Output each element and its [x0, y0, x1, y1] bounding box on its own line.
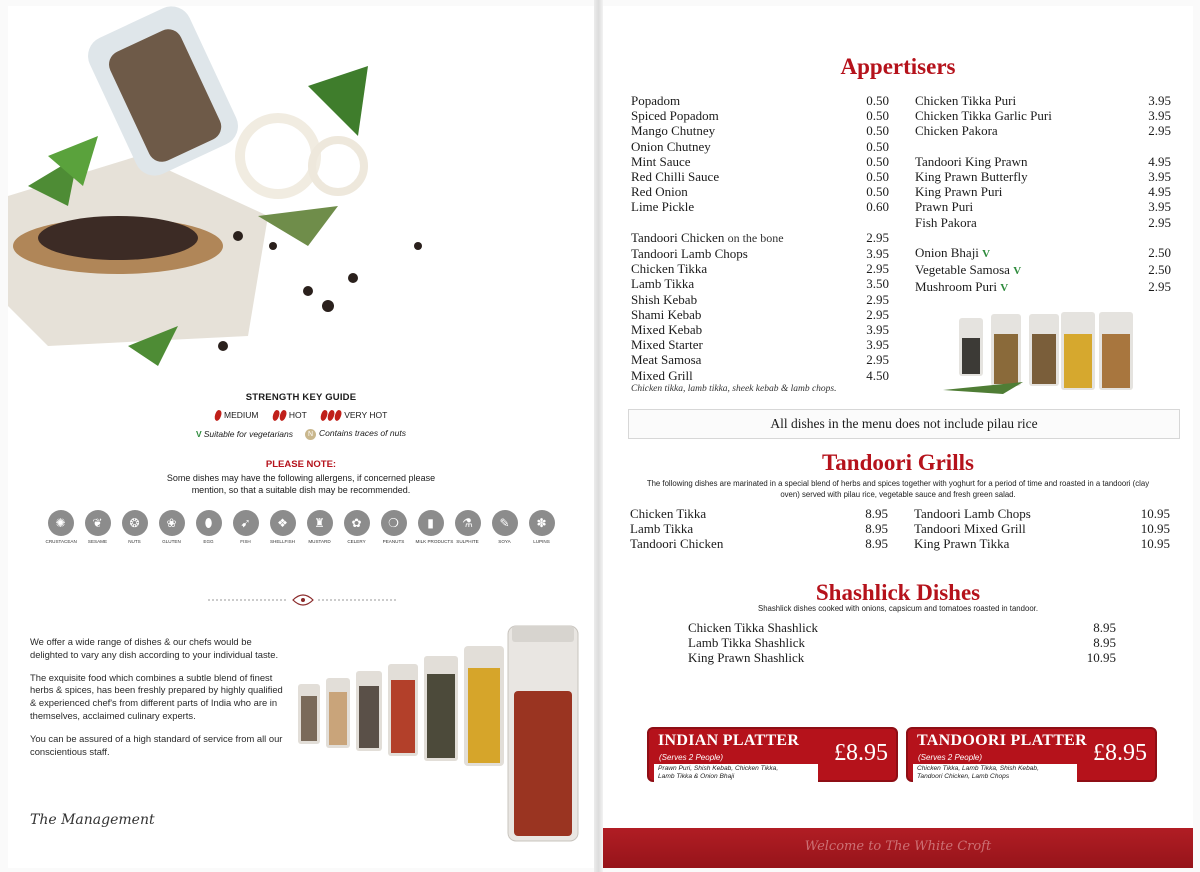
appetisers-group: [631, 93, 889, 215]
menu-item: [915, 262, 1171, 279]
menu-item-price: 10.95: [1140, 521, 1170, 537]
menu-item-label: Mushroom Puri: [915, 279, 997, 295]
ornament-divider: [208, 592, 398, 608]
menu-item-name: [631, 93, 680, 108]
menu-item-label: Mango Chutney: [631, 123, 716, 139]
menu-item-label: Chicken Tikka Puri: [915, 93, 1017, 108]
menu-item-label: Prawn Puri: [915, 199, 974, 215]
platter-items: [913, 764, 1077, 783]
allergen-label: CRUSTACEAN: [45, 539, 77, 545]
menu-item-price: 8.95: [1093, 635, 1116, 651]
menu-item: [631, 169, 889, 184]
allergen-label: MILK PRODUCTS: [415, 539, 454, 545]
note-line: Some dishes may have the following allergens, if concerned please: [166, 473, 436, 484]
platter-serves: (Serves 2 People): [918, 753, 983, 762]
allergen-sesame: [83, 510, 113, 544]
menu-item-label: Mint Sauce: [631, 153, 691, 169]
allergen-nuts: [120, 510, 150, 544]
menu-item-name: [688, 650, 804, 665]
menu-item-label: Tandoori Lamb Chops: [631, 246, 748, 262]
menu-item: [631, 199, 889, 214]
indian-platter: [647, 727, 898, 782]
menu-item: [631, 352, 889, 367]
menu-item-price: 2.50: [1148, 245, 1171, 260]
menu-item-name: [631, 246, 748, 261]
allergen-soya: [490, 510, 520, 544]
menu-item-qualifier: on the bone: [727, 230, 784, 245]
menu-item-name: [631, 154, 691, 169]
menu-item-price: 3.95: [866, 337, 889, 353]
vegetarian-icon: V: [1000, 282, 1009, 295]
intro-paragraph: The exquisite food which combines a subtle blend of finest herbs & spices, has been freshly prepared by highly qualified & experienced chef's from different parts of India who are in themselves, acclaimed culinary experts.: [30, 671, 283, 721]
menu-item-name: [630, 521, 693, 536]
platter-price: £8.95: [1093, 740, 1147, 766]
very-hot-label: VERY HOT: [344, 410, 388, 420]
mixed-grill-note: Chicken tikka, lamb tikka, sheek kebab & lamb chops.: [631, 383, 837, 394]
allergen-icon: ❖: [270, 510, 296, 536]
tandoori-description: [628, 479, 1168, 500]
allergen-icon: ⚗: [455, 510, 481, 536]
tandoori-col-2: [914, 506, 1170, 552]
allergen-celery: [342, 510, 372, 544]
allergen-label: CELERY: [347, 539, 366, 545]
menu-item-label: Onion Chutney: [631, 138, 711, 154]
tandoori-col-1: [630, 506, 888, 552]
menu-item-name: [915, 123, 998, 138]
appetisers-group: [915, 154, 1171, 230]
allergen-icon: ✽: [529, 510, 555, 536]
platter-items-line: Prawn Puri, Shish Kebab, Chicken Tikka,: [658, 765, 779, 772]
left-page: [8, 6, 594, 868]
spice-jars-photo: [298, 616, 588, 851]
menu-item-price: 3.95: [1148, 108, 1171, 124]
chili-icon: [213, 410, 222, 422]
allergen-icon: ❀: [159, 510, 185, 536]
menu-item-label: King Prawn Butterfly: [915, 169, 1028, 184]
appetisers-col-1: [631, 93, 889, 395]
menu-item-label: Mixed Grill: [631, 367, 693, 383]
allergen-label: SULPHITE: [456, 539, 479, 545]
menu-item: [915, 123, 1171, 138]
note-text: [8, 472, 594, 496]
platter-items: [654, 764, 818, 783]
menu-item: [631, 337, 889, 352]
allergen-icon: ✺: [48, 510, 74, 536]
note-title: PLEASE NOTE:: [265, 459, 337, 471]
menu-item-name: [914, 521, 1026, 536]
platter-items-line: Lamb Tikka & Onion Bhaji: [658, 773, 735, 781]
menu-item-name: [631, 230, 784, 246]
menu-item-name: [915, 93, 1016, 108]
menu-item: [915, 108, 1171, 123]
allergen-icon: ❍: [381, 510, 407, 536]
allergen-crustacean: [46, 510, 76, 544]
allergen-icon: ✎: [492, 510, 518, 536]
allergen-icon: ✿: [344, 510, 370, 536]
intro-paragraph: You can be assured of a high standard of service from all our conscientious staff.: [30, 732, 283, 757]
platter-price: £8.95: [834, 740, 888, 766]
menu-item-price: 2.95: [1148, 123, 1171, 139]
tandoori-platter: [906, 727, 1157, 782]
appetisers-col-2: [915, 93, 1171, 297]
menu-item-price: 2.95: [866, 291, 889, 307]
shashlick-list: [688, 620, 1116, 666]
menu-item-name: [915, 199, 973, 214]
menu-item-price: 0.50: [866, 123, 889, 139]
menu-item-price: 0.50: [866, 108, 889, 124]
menu-item: [915, 184, 1171, 199]
vegetarian-label: Suitable for vegetarians: [203, 429, 294, 440]
vegetarian-icon: V: [1013, 265, 1022, 278]
intro-text: [30, 636, 285, 768]
menu-item-label: Fish Pakora: [915, 214, 977, 230]
menu-item-name: [631, 307, 701, 322]
menu-item-price: 10.95: [1140, 506, 1170, 521]
menu-item-name: [915, 184, 1002, 199]
menu-item-price: 2.95: [1148, 279, 1171, 295]
menu-item-name: [631, 139, 711, 154]
allergen-label: NUTS: [128, 539, 141, 545]
allergen-egg: [194, 510, 224, 544]
menu-item-price: 2.50: [1148, 262, 1171, 278]
menu-item-price: 3.95: [1148, 169, 1171, 184]
menu-item-price: 0.50: [866, 184, 889, 200]
menu-item: [631, 261, 889, 276]
menu-item-name: [915, 215, 977, 230]
allergen-fish: [231, 510, 261, 544]
menu-item: [631, 108, 889, 123]
menu-item: [688, 650, 1116, 665]
allergen-label: MUSTARD: [308, 539, 331, 545]
menu-item-price: 4.50: [866, 367, 889, 383]
menu-item-price: 2.95: [866, 261, 889, 277]
menu-item-label: Spiced Popadom: [631, 108, 719, 124]
menu-item-name: [914, 506, 1031, 521]
allergen-milk-products: [415, 510, 454, 545]
tandoori-description-line: The following dishes are marinated in a special blend of herbs and spices together with yoghurt for a period of time and roasted in a tandoori (clay: [646, 479, 1150, 488]
menu-item-label: Lime Pickle: [631, 199, 695, 215]
allergen-icon: ❦: [85, 510, 111, 536]
spices-photo: [8, 6, 448, 376]
menu-item: [630, 521, 888, 536]
menu-item-price: 3.95: [1148, 199, 1171, 215]
hot-key: [273, 410, 307, 421]
strength-key-title: STRENGTH KEY GUIDE: [245, 392, 357, 403]
vegetarian-key: [196, 429, 293, 439]
vegetarian-icon: V: [196, 429, 202, 440]
menu-item-price: 0.50: [866, 169, 889, 185]
allergen-label: LUPINS: [533, 539, 550, 545]
platter-title: TANDOORI PLATTER: [917, 732, 1088, 749]
menu-item-name: [630, 506, 706, 521]
menu-item-label: King Prawn Tikka: [914, 536, 1010, 552]
footer-text: Welcome to The White Croft: [804, 839, 992, 854]
allergen-icon: ♜: [307, 510, 333, 536]
allergen-icon: ❂: [122, 510, 148, 536]
menu-item-price: 2.95: [866, 229, 889, 245]
menu-item: [914, 536, 1170, 551]
vegetarian-icon: V: [982, 248, 991, 260]
menu-item-label: Tandoori Lamb Chops: [914, 506, 1031, 521]
right-page: [603, 6, 1193, 868]
menu-item: [915, 154, 1171, 169]
menu-item-name: [631, 261, 707, 276]
menu-item-name: [688, 620, 818, 635]
menu-item: [915, 215, 1171, 230]
allergen-shellfish: [268, 510, 298, 544]
menu-item-price: 10.95: [1086, 650, 1116, 666]
allergen-gluten: [157, 510, 187, 544]
menu-item-price: 3.95: [866, 246, 889, 262]
menu-item: [631, 276, 889, 291]
allergen-icon: ➹: [233, 510, 259, 536]
allergen-icons: [8, 510, 594, 544]
menu-item-price: 4.95: [1148, 153, 1171, 169]
menu-item-name: [915, 108, 1052, 123]
allergen-label: GLUTEN: [162, 539, 181, 545]
menu-item: [915, 199, 1171, 214]
allergen-peanuts: [379, 510, 409, 544]
menu-item-name: [631, 108, 719, 123]
nuts-key: [305, 428, 406, 440]
allergen-mustard: [305, 510, 335, 544]
nuts-label: Contains traces of nuts: [319, 428, 406, 439]
menu-item-price: 0.50: [866, 138, 889, 154]
shashlick-title: Shashlick Dishes: [815, 580, 981, 605]
menu-item-label: Tandoori King Prawn: [915, 153, 1028, 169]
menu-item-name: [915, 279, 1008, 296]
menu-item: [914, 506, 1170, 521]
menu-item-label: Tandoori Chicken: [631, 229, 725, 245]
menu-item: [631, 292, 889, 307]
menu-item-price: 2.95: [1148, 214, 1171, 230]
menu-item-name: [631, 292, 697, 307]
menu-item-name: [631, 352, 701, 367]
allergen-icon: ⬮: [196, 510, 222, 536]
tandoori-title: Tandoori Grills: [822, 450, 974, 475]
appetisers-group: [631, 230, 889, 383]
menu-item: [630, 536, 888, 551]
allergen-label: SHELLFISH: [269, 539, 296, 545]
menu-item-name: [631, 322, 702, 337]
menu-item-name: [915, 154, 1027, 169]
menu-item-name: [631, 169, 719, 184]
menu-item-name: [915, 262, 1021, 279]
menu-item-name: [688, 635, 805, 650]
menu-item-price: 3.50: [866, 276, 889, 292]
menu-item-label: Popadom: [631, 93, 681, 108]
menu-item: [914, 521, 1170, 536]
nuts-icon: N: [305, 429, 316, 440]
very-hot-key: [321, 410, 388, 421]
menu-item-label: Mixed Starter: [631, 337, 703, 353]
menu-item-label: Vegetable Samosa: [915, 262, 1010, 278]
menu-item: [630, 506, 888, 521]
appetisers-group: [915, 245, 1171, 297]
menu-item: [915, 279, 1171, 296]
hot-label: HOT: [288, 410, 307, 420]
allergen-lupins: [527, 510, 557, 544]
intro-paragraph: We offer a wide range of dishes & our chefs would be delighted to vary any dish according to your individual taste.: [30, 636, 279, 660]
allergen-label: SESAME: [87, 539, 108, 545]
menu-item-label: King Prawn Shashlick: [688, 650, 805, 666]
menu-item-label: Chicken Tikka Shashlick: [688, 620, 819, 635]
menu-item-price: 2.95: [866, 352, 889, 368]
menu-item-price: 0.50: [866, 153, 889, 169]
menu-item: [915, 93, 1171, 108]
menu-item-price: 10.95: [1140, 536, 1170, 552]
medium-label: MEDIUM: [224, 410, 259, 420]
allergen-label: EGG: [203, 539, 214, 545]
menu-item: [915, 169, 1171, 184]
platter-items-line: Tandoori Chicken, Lamb Chops: [917, 773, 1010, 781]
menu-item: [631, 322, 889, 337]
menu-item-name: [631, 199, 694, 214]
menu-item-price: 8.95: [1093, 620, 1116, 635]
rice-notice: All dishes in the menu does not include pilau rice: [628, 409, 1180, 439]
menu-item: [631, 246, 889, 261]
menu-item-name: [631, 276, 694, 291]
menu-item: [631, 154, 889, 169]
menu-item-price: 0.50: [866, 93, 889, 108]
menu-item-label: Lamb Tikka Shashlick: [688, 635, 806, 651]
allergen-label: FISH: [240, 539, 251, 545]
strength-key-guide: [8, 392, 594, 544]
menu-item-label: Red Onion: [631, 184, 688, 200]
menu-item: [915, 245, 1171, 262]
menu-item-name: [630, 536, 723, 551]
menu-item-price: 2.95: [866, 306, 889, 322]
tandoori-description-line: oven) served with pilau rice, vegetable sauce and fresh green salad.: [780, 489, 1016, 499]
menu-item: [631, 123, 889, 138]
menu-item-label: King Prawn Puri: [915, 184, 1003, 200]
signature: The Management: [30, 812, 155, 828]
menu-item: [631, 368, 889, 383]
menu-item-label: Lamb Tikka: [630, 521, 694, 537]
menu-item-name: [631, 123, 715, 138]
menu-item-name: [914, 536, 1009, 551]
shashlick-description: Shashlick dishes cooked with onions, capsicum and tomatoes roasted in tandoor.: [758, 604, 1038, 613]
menu-item-label: Tandoori Chicken: [630, 536, 724, 552]
menu-item-label: Chicken Tikka: [630, 506, 707, 521]
menu-item-name: [631, 368, 693, 383]
menu-item-name: [631, 184, 688, 199]
menu-item-label: Red Chilli Sauce: [631, 169, 720, 185]
spice-rack-photo: [943, 308, 1183, 400]
menu-item-label: Chicken Pakora: [915, 123, 998, 139]
appetisers-title: Appertisers: [840, 54, 956, 79]
menu-item-label: Chicken Tikka Garlic Puri: [915, 108, 1052, 124]
menu-item: [688, 620, 1116, 635]
menu-item: [631, 230, 889, 246]
allergen-icon: ▮: [418, 510, 444, 536]
menu-item: [631, 184, 889, 199]
spine: [594, 0, 603, 872]
menu-item: [688, 635, 1116, 650]
menu-item-price: 8.95: [865, 521, 888, 537]
allergen-label: SOYA: [498, 539, 511, 545]
menu-item-price: 8.95: [865, 536, 888, 552]
appetisers-group: [915, 93, 1171, 139]
menu-item-label: Meat Samosa: [631, 352, 702, 368]
platter-items-line: Chicken Tikka, Lamb Tikka, Shish Kebab,: [917, 765, 1039, 772]
menu-item-price: 8.95: [865, 506, 888, 521]
menu-item: [631, 307, 889, 322]
allergen-sulphite: [453, 510, 483, 544]
menu-item-price: 3.95: [866, 322, 889, 338]
platter-title: INDIAN PLATTER: [658, 732, 800, 749]
menu-item-price: 4.95: [1148, 184, 1171, 200]
allergen-label: PEANUTS: [382, 539, 405, 545]
menu-item-label: Mixed Kebab: [631, 322, 703, 338]
note-line: mention, so that a suitable dish may be recommended.: [191, 485, 411, 496]
menu-item: [631, 139, 889, 154]
menu-item: [631, 93, 889, 108]
menu-item-name: [915, 169, 1028, 184]
menu-item-price: 0.60: [866, 199, 889, 215]
menu-item-label: Chicken Tikka: [631, 261, 708, 277]
menu-item-label: Lamb Tikka: [631, 276, 695, 292]
menu-item-price: 3.95: [1148, 93, 1171, 108]
menu-item-name: [915, 245, 990, 262]
menu-item-label: Tandoori Mixed Grill: [914, 521, 1026, 537]
menu-item-label: Shish Kebab: [631, 291, 698, 307]
menu-item-label: Shami Kebab: [631, 306, 702, 322]
menu-item-name: [631, 337, 703, 352]
medium-key: [215, 410, 259, 421]
platter-serves: (Serves 2 People): [659, 753, 724, 762]
menu-item-label: Onion Bhaji: [915, 245, 979, 260]
